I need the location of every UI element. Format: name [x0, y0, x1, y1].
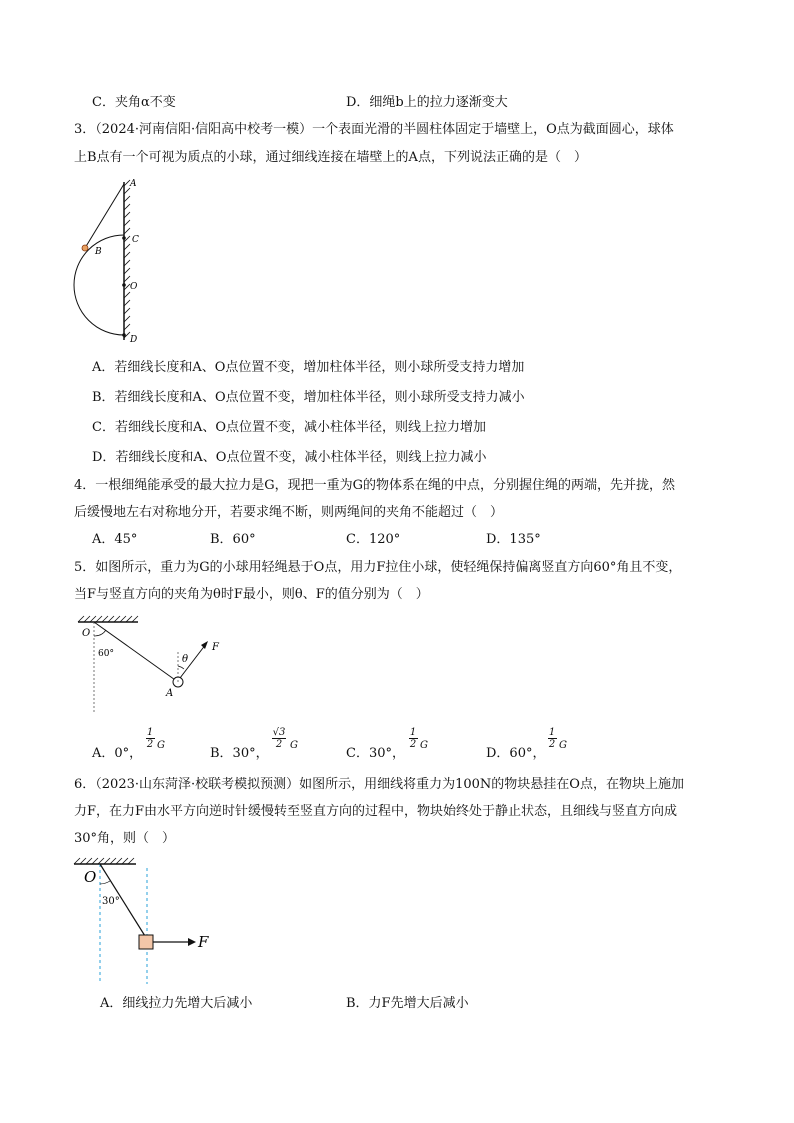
q3-option-b: B．若细线长度和A、O点位置不变，增加柱体半径，则小球所受支持力减小: [92, 390, 525, 405]
q5-option-b-num: √3: [272, 727, 286, 738]
q5-figure: [70, 614, 240, 714]
q5-ceiling-hatch: [78, 616, 138, 622]
q6-stem-line3: 30°角，则（ ）: [74, 831, 176, 846]
q5-option-b-den: 2: [275, 739, 283, 750]
q6-figure: [70, 856, 230, 986]
q5-option-c-den: 2: [409, 739, 417, 750]
q4-stem-line1: 4．一根细绳能承受的最大拉力是G，现把一重为G的物体系在绳的中点，分别握住绳的两端，先并拢，然: [74, 478, 676, 493]
q5-option-d-g: G: [559, 740, 567, 751]
q5-option-c-num: 1: [409, 727, 417, 738]
q2-option-d: D．细绳b上的拉力逐渐变大: [346, 95, 508, 110]
q4-option-c: C．120°: [346, 532, 401, 547]
q3-label-b: B: [95, 247, 102, 257]
q3-stem-line2: 上B点有一个可视为质点的小球，通过细线连接在墙壁上的A点，下列说法正确的是（ ）: [74, 150, 587, 165]
q5-label-f: F: [212, 642, 219, 653]
q5-label-angle: 60°: [98, 649, 114, 659]
q4-stem-line2: 后缓慢地左右对称地分开，若要求绳不断，则两绳间的夹角不能超过（ ）: [74, 505, 504, 520]
q5-option-d-num: 1: [548, 727, 556, 738]
q3-ball: [82, 245, 88, 251]
q6-stem-line2: 力F，在力F由水平方向逆时针缓慢转至竖直方向的过程中，物块始终处于静止状态，且细线与竖直方向成: [74, 804, 678, 819]
q5-option-d-prefix: D．60°，: [486, 746, 546, 761]
q3-option-a: A．若细线长度和A、O点位置不变，增加柱体半径，则小球所受支持力增加: [92, 360, 525, 375]
q5-option-a-den: 2: [146, 739, 154, 750]
q4-option-a: A．45°: [92, 532, 138, 547]
q3-option-d: D．若细线长度和A、O点位置不变，减小柱体半径，则线上拉力减小: [92, 450, 487, 465]
q5-option-c-fraction: [407, 727, 419, 750]
q3-stem-line1: 3．（2024·河南信阳·信阳高中校考一模）一个表面光滑的半圆柱体固定于墙壁上，O点为截面圆心，球体: [74, 122, 674, 137]
q6-stem-line1: 6．（2023·山东菏泽·校联考模拟预测）如图所示，用细线将重力为100N的物块悬挂在O点，在物块上施加: [74, 777, 684, 792]
q4-option-b: B．60°: [210, 532, 256, 547]
q6-label-o: O: [84, 868, 97, 886]
q5-label-o: O: [82, 628, 91, 639]
q3-label-a: A: [130, 179, 137, 189]
q5-option-a-g: G: [157, 740, 165, 751]
q5-stem-line1: 5．如图所示，重力为G的小球用轻绳悬于O点，用力F拉住小球，使轻绳保持偏离竖直方向60°角且不变，: [74, 560, 682, 575]
q5-stem-line2: 当F与竖直方向的夹角为θ时F最小，则θ、F的值分别为（ ）: [74, 587, 429, 602]
q6-label-angle: 30°: [102, 896, 120, 907]
q3-label-d: D: [130, 335, 138, 345]
q5-option-a-fraction: [144, 727, 156, 750]
q5-label-a: A: [166, 688, 174, 699]
q3-figure: [60, 172, 170, 347]
q5-label-theta: θ: [182, 654, 189, 665]
q5-option-a-prefix: A．0°，: [92, 746, 143, 761]
q6-ceiling-hatch: [74, 858, 134, 864]
q3-label-c: C: [132, 235, 139, 245]
q5-option-c-prefix: C．30°，: [346, 746, 405, 761]
q3-label-o: O: [130, 282, 138, 292]
q5-option-b-g: G: [290, 740, 298, 751]
q5-option-c-g: G: [420, 740, 428, 751]
q3-wall-hatch: [124, 180, 130, 338]
q4-option-d: D．135°: [486, 532, 541, 547]
q5-option-d-fraction: [546, 727, 558, 750]
q3-option-c: C．若细线长度和A、O点位置不变，减小柱体半径，则线上拉力增加: [92, 420, 486, 435]
q5-option-d-den: 2: [548, 739, 556, 750]
q6-block: [139, 935, 153, 949]
q6-option-b: B．力F先增大后减小: [346, 996, 469, 1011]
q6-option-a: A．细线拉力先增大后减小: [100, 996, 253, 1011]
q5-option-b-prefix: B．30°，: [210, 746, 269, 761]
q5-option-a-num: 1: [146, 727, 154, 738]
q5-option-b-fraction: [270, 727, 288, 750]
q6-label-f: F: [198, 933, 209, 951]
q2-option-c: C．夹角α不变: [92, 95, 176, 110]
